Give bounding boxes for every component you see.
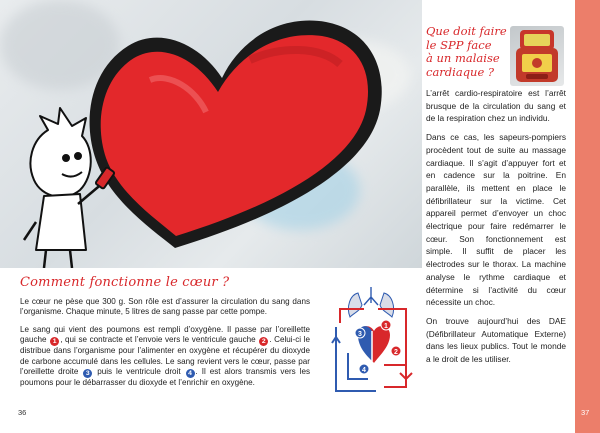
lung-left-shape [348, 293, 362, 317]
left-p2-part-d: puis le ventricule droit [97, 367, 181, 377]
heart-circulation-diagram [328, 283, 418, 403]
right-title-line-4: cardiaque ? [426, 64, 495, 79]
defibrillator-photo [510, 26, 564, 86]
left-p2-part-e: . Il est alors transmis vers les poumons pour le débarrasser du dioxyde et l’enrichir en oxygène. [20, 367, 310, 388]
heart-graffiti-illustration [0, 0, 422, 268]
marker-1: 1 [50, 337, 59, 346]
left-paragraph-2 [20, 325, 310, 389]
right-paragraph-2: Dans ce cas, les sapeurs-pompiers procèdent tout de suite au massage cardiaque. Il s’agit d’appuyer fort et en cadence sur la poitrine. En parallèle, ils mettent en place le défibrillateur sur la victime. Cet appareil permet d’envoyer un choc électrique pour faire redémarrer le cœur. Son fonctionnement est simple. Il suffit de placer les électrodes sur le thorax. La machine analyse le rythme cardiaque et détermine si l’activité du cœur nécessite un choc. [426, 132, 566, 308]
page-edge-band [575, 0, 600, 433]
right-title-line-2: le SPP face [426, 37, 492, 52]
svg-text:4: 4 [362, 367, 366, 374]
page-number-right: 37 [581, 408, 590, 417]
left-p2-part-c: . Celui-ci le distribue dans l’organisme pour l’alimenter en oxygène et récupérer du dioxyde de carbone accumulé dans les cellules. Le sang revient vers le cœur, passe par l’oreillette droite [20, 335, 311, 377]
left-p2-part-a: Le sang qui vient des poumons est rempli d’oxygène. Il passe par l’oreillette gauche [20, 324, 310, 345]
right-paragraph-3: On trouve aujourd’hui des DAE (Défibrillateur Automatique Externe) dans les lieux publics. Tout le monde a le droit de les utiliser. [426, 315, 566, 365]
svg-text:3: 3 [358, 331, 362, 338]
diagram-marker-4 [359, 364, 369, 374]
lung-right-shape [380, 293, 394, 317]
right-body-text [426, 87, 566, 372]
diagram-marker-2 [391, 346, 401, 356]
right-paragraph-1: L’arrêt cardio-respiratoire est l’arrêt brusque de la circulation du sang et de la respiration chez un individu. [426, 88, 566, 124]
marker-4: 4 [186, 369, 195, 378]
left-p2-part-b: , qui se contracte et l’envoie vers le ventricule gauche [60, 335, 256, 345]
left-body-text [20, 297, 310, 395]
marker-2: 2 [259, 337, 268, 346]
right-section-title [426, 25, 512, 79]
right-title-line-3: à un malaise [426, 51, 500, 66]
left-paragraph-1: Le cœur ne pèse que 300 g. Son rôle est d’assurer la circulation du sang dans l’organisme. Chaque minute, 5 litres de sang passe par cette pompe. [20, 297, 310, 317]
svg-text:1: 1 [384, 323, 388, 330]
marker-3: 3 [83, 369, 92, 378]
right-title-line-1: Que doit faire [426, 24, 507, 38]
diagram-marker-3 [355, 328, 365, 338]
page-number-left: 36 [18, 408, 27, 417]
diagram-marker-1 [381, 320, 391, 330]
left-section-title: Comment fonctionne le cœur ? [20, 275, 230, 290]
svg-text:2: 2 [394, 349, 398, 356]
